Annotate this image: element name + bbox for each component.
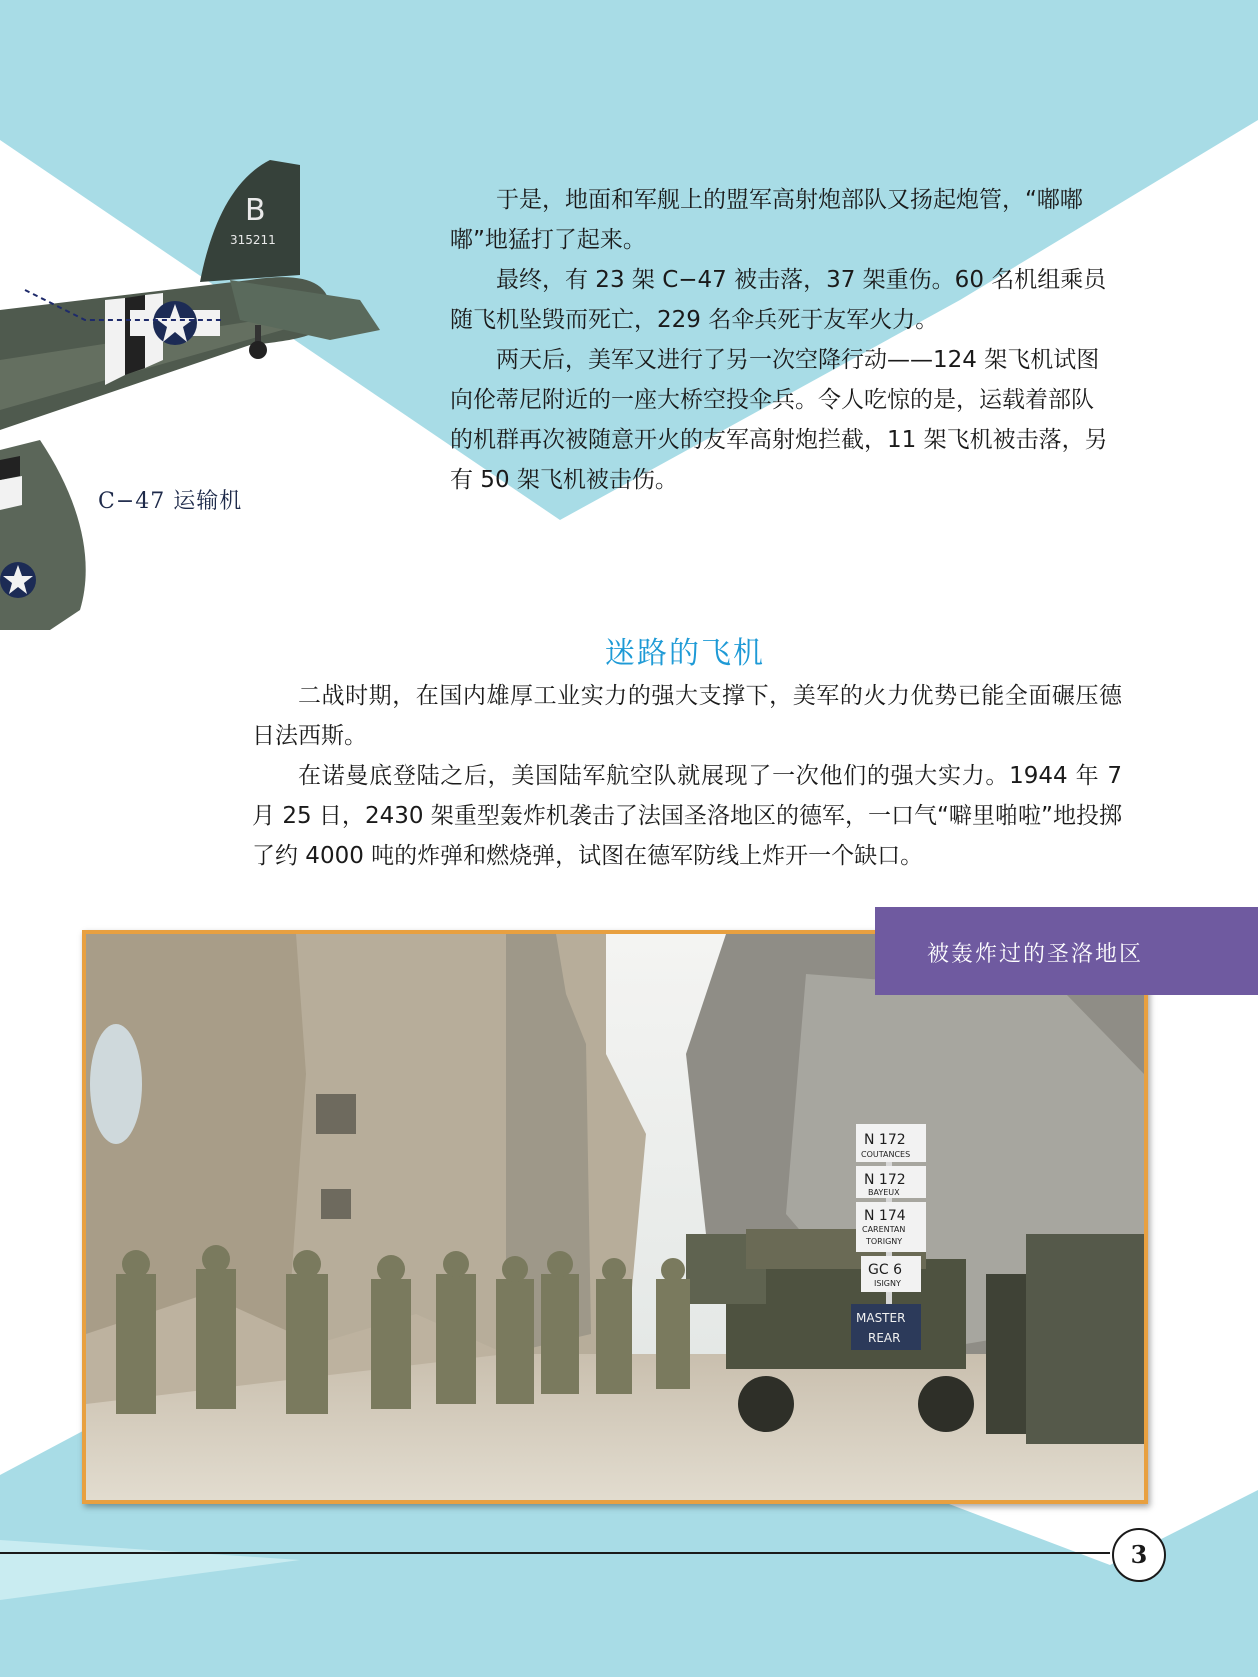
page-number: 3: [1112, 1528, 1166, 1582]
paragraph: 最终，有 23 架 C−47 被击落，37 架重伤。60 名机组乘员随飞机坠毁而死亡，229 名伞兵死于友军火力。: [450, 267, 1107, 333]
paragraph: 两天后，美军又进行了另一次空降行动——124 架飞机试图向伦蒂尼附近的一座大桥空投伞兵。令人吃惊的是，运载着部队的机群再次被随意开火的友军高射炮拦截，11 架飞机被击落，另有 50 架飞机被击伤。: [450, 347, 1108, 493]
photo-caption-badge: [875, 907, 1258, 995]
paragraph: 于是，地面和军舰上的盟军高射炮部队又扬起炮管，“嘟嘟嘟”地猛打了起来。: [450, 187, 1083, 253]
sign-text: N 172: [864, 1172, 906, 1188]
paragraph: 二战时期，在国内雄厚工业实力的强大支撑下，美军的火力优势已能全面碾压德日法西斯。: [252, 683, 1122, 749]
plane-caption: C−47 运输机: [98, 489, 243, 514]
sign-text: N 174: [864, 1208, 906, 1224]
sign-text: N 172: [864, 1132, 906, 1148]
section-title: [0, 628, 1258, 672]
section-title-text: 迷路的飞机: [605, 636, 765, 671]
caption-leader-line: [0, 0, 260, 530]
sign-text: REAR: [868, 1331, 901, 1345]
section-text-block: [252, 676, 1122, 876]
sign-text: GC 6: [868, 1262, 902, 1278]
sign-text: CARENTAN: [862, 1225, 906, 1234]
sign-text: BAYEUX: [868, 1188, 900, 1197]
sign-text: COUTANCES: [861, 1150, 911, 1159]
sign-text: ISIGNY: [874, 1279, 901, 1288]
tail-serial: 315211: [230, 233, 276, 247]
tail-letter: B: [245, 193, 266, 228]
top-text-block: [450, 180, 1110, 500]
footer-line: [0, 1552, 1110, 1554]
photo-illustration: [86, 934, 1144, 1500]
photo-caption: 被轰炸过的圣洛地区: [927, 942, 1144, 967]
sign-text: TORIGNY: [866, 1237, 903, 1246]
paragraph: 在诺曼底登陆之后，美国陆军航空队就展现了一次他们的强大实力。1944 年 7 月 25 日，2430 架重型轰炸机袭击了法国圣洛地区的德军，一口气“噼里啪啦”地投掷了约 4000 吨的炸弹和燃烧弹，试图在德军防线上炸开一个缺口。: [252, 763, 1122, 869]
sign-text: MASTER: [856, 1311, 906, 1325]
saint-lo-photo: [82, 930, 1148, 1504]
